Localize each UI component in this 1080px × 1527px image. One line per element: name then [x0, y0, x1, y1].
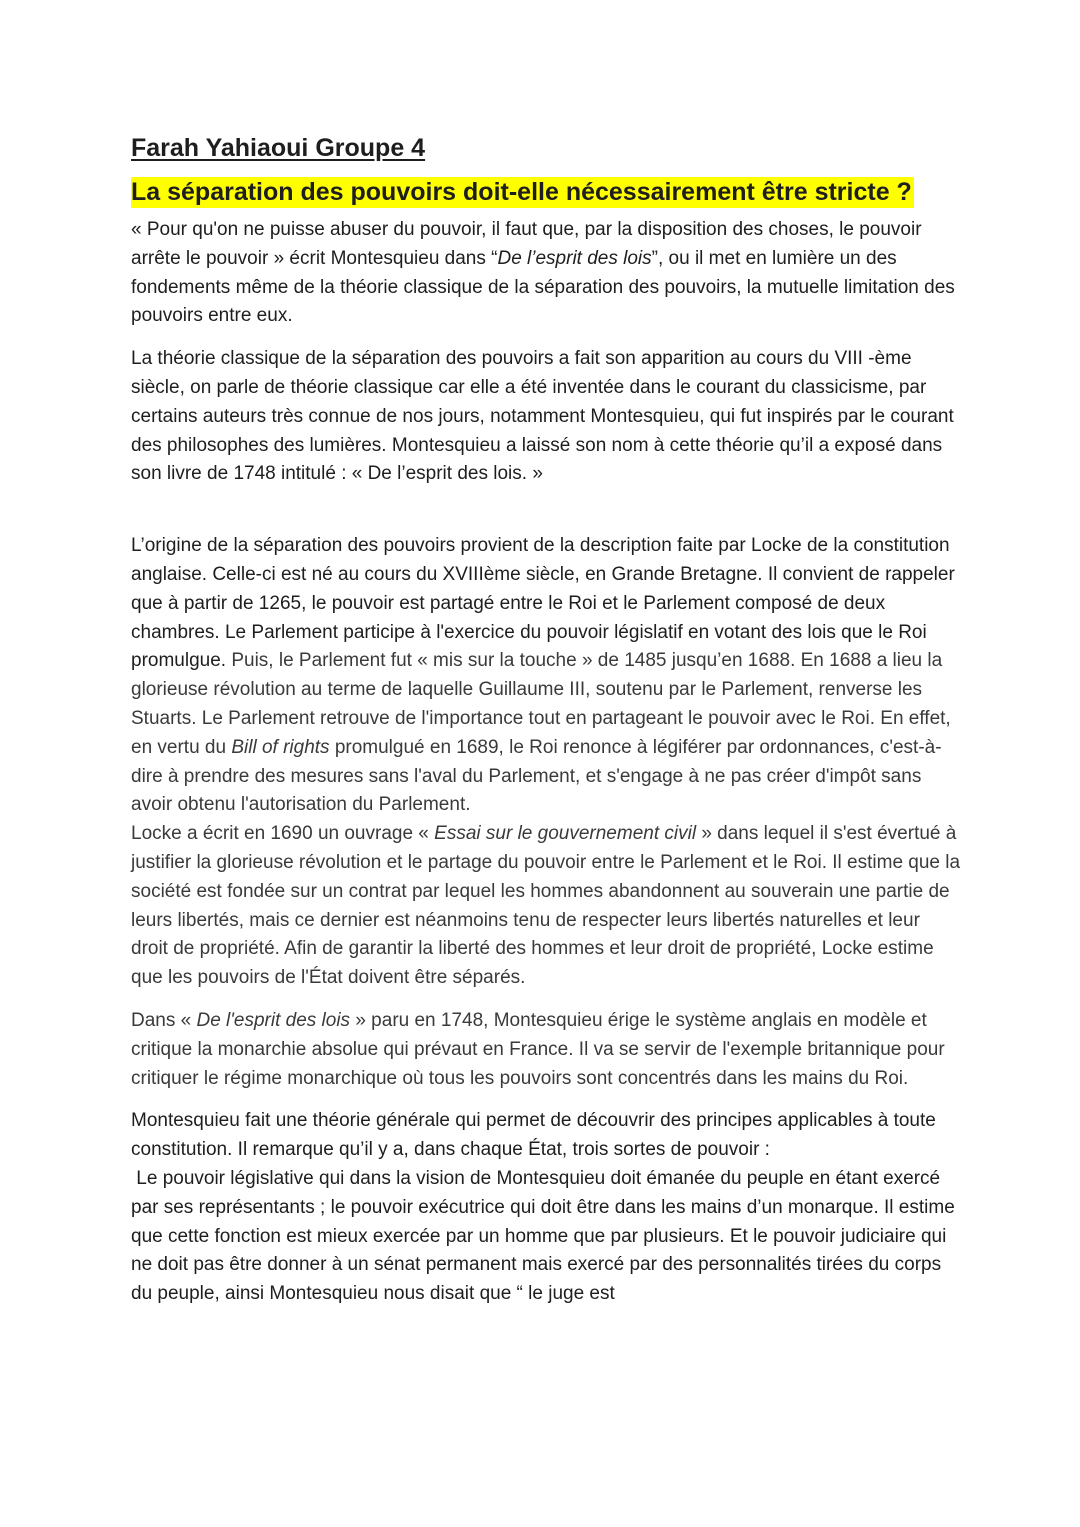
p4-text-a: Locke a écrit en 1690 un ouvrage «	[131, 823, 435, 845]
p3-text-b: Puis, le Parlement fut « mis sur la touche » de 1485 jusqu’en 1688. En 1688 a lieu la glorieuse révolution au terme de laquelle Guillaume III, soutenu par le Parlement, renverse les Stuarts. Le Parlement retrouve de l'importance tout en partageant le pouvoir avec le Roi. En effet, en vertu du	[131, 650, 951, 758]
p1-text-b: ”, ou il met en lumière un des fondements même de la théorie classique de la séparation des pouvoirs, la mutuelle limitation des pouvoirs entre eux.	[131, 247, 955, 327]
essay-title: La séparation des pouvoirs doit-elle nécessairement être stricte ?	[131, 178, 912, 206]
p5-text-a: Dans «	[131, 1009, 197, 1031]
p3-text-c: promulgué en 1689, le Roi renonce à légiférer par ordonnances, c'est-à-dire à prendre des mesures sans l'aval du Parlement, et s'engage à ne pas créer d'impôt sans avoir obtenu l'autorisation du Parlement.	[131, 736, 942, 816]
p5-text-b: » paru en 1748, Montesquieu érige le système anglais en modèle et critique la monarchie absolue qui prévaut en France. Il va se servir de l'exemple britannique pour critiquer le régime monarchique où tous les pouvoirs sont concentrés dans les mains du Roi.	[131, 1009, 945, 1089]
p1-italic-title: De l’esprit des lois	[497, 247, 652, 269]
paragraph-locke	[131, 820, 961, 993]
paragraph-general-theory: Montesquieu fait une théorie générale qui permet de découvrir des principes applicables à toute constitution. Il remarque qu’il y a, dans chaque État, trois sortes de pouvoir :	[131, 1110, 936, 1161]
paragraph-three-powers: Le pouvoir législative qui dans la vision de Montesquieu doit émanée du peuple en étant exercé par ses représentants ; le pouvoir exécutrice qui doit être dans les mains d’un monarque. Il estime que cette fonction est mieux exercée par un homme que par plusieurs. Et le pouvoir judiciaire qui ne doit pas être donner à un sénat permanent mais exercé par des personnalités tirées du corps du peuple, ainsi Montesquieu nous disait que “ le juge est	[131, 1167, 961, 1305]
p4-italic-essai: Essai sur le gouvernement civil	[434, 823, 697, 845]
paragraph-classical-theory: La théorie classique de la séparation des pouvoirs a fait son apparition au cours du VIII -ème siècle, on parle de théorie classique car elle a été inventée dans le courant du classicisme, par certains auteurs très connue de nos jours, notamment Montesquieu, qui fut inspirés par le courant des philosophes des lumières. Montesquieu a laissé son nom à cette théorie qu’il a exposé dans son livre de 1748 intitulé : « De l’esprit des lois. »	[131, 348, 954, 485]
p3-italic-bill: Bill of rights	[231, 736, 330, 758]
p5-italic-esprit: De l'esprit des lois	[196, 1009, 351, 1031]
p4-text-b: » dans lequel il s'est évertué à justifier la glorieuse révolution et le partage du pouvoir entre le Parlement et le Roi. Il estime que la société est fondée sur un contrat par lequel les hommes abandonnent au souverain une partie de leurs libertés, mais ce dernier est néanmoins tenu de respecter leurs libertés naturelles et leur droit de propriété. Afin de garantir la liberté des hommes et leur droit de propriété, Locke estime que les pouvoirs de l'État doivent être séparés.	[131, 823, 961, 989]
paragraph-origin	[131, 532, 961, 820]
paragraph-intro-quote	[131, 216, 961, 331]
paragraph-montesquieu-model	[131, 1007, 961, 1093]
author-heading: Farah Yahiaoui Groupe 4	[131, 134, 426, 162]
document-page	[131, 132, 961, 1309]
p3-text-a: L’origine de la séparation des pouvoirs provient de la description faite par Locke de la constitution anglaise. Celle-ci est né au cours du XVIIIème siècle, en Grande Bretagne. Il convient de rappeler que à partir de 1265, le pouvoir est partagé entre le Roi et le Parlement composé de deux chambres. Le Parlement participe à l'exercice du pouvoir législatif en votant des lois que le Roi promulgue.	[131, 535, 955, 672]
p1-text-a: « Pour qu'on ne puisse abuser du pouvoir, il faut que, par la disposition des choses, le pouvoir arrête le pouvoir » écrit Montesquieu dans “	[131, 219, 922, 269]
